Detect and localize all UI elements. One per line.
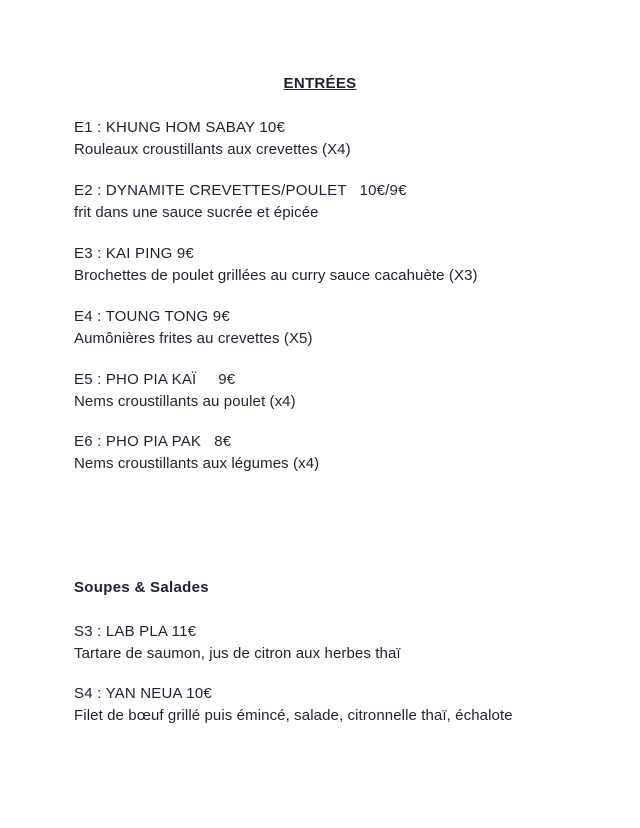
menu-item-s4: [74, 683, 594, 727]
menu-item-e5: [74, 369, 594, 413]
item-name: S3 : LAB PLA 11€: [74, 623, 197, 640]
item-name: E2 : DYNAMITE CREVETTES/POULET 10€/9€: [74, 182, 407, 199]
item-description: Rouleaux croustillants aux crevettes (X4): [74, 141, 351, 158]
menu-item-e2: [74, 180, 594, 224]
menu-item-e6: [74, 431, 594, 475]
item-name: E4 : TOUNG TONG 9€: [74, 308, 230, 325]
item-name: S4 : YAN NEUA 10€: [74, 685, 212, 702]
item-description: Aumônières frites au crevettes (X5): [74, 330, 313, 347]
item-name: E5 : PHO PIA KAÏ 9€: [74, 371, 236, 388]
menu-item-e4: [74, 306, 594, 350]
item-description: Nems croustillants au poulet (x4): [74, 393, 296, 410]
item-name: E6 : PHO PIA PAK 8€: [74, 433, 232, 450]
section-title-soupes: Soupes & Salades: [74, 579, 209, 596]
menu-item-s3: [74, 621, 594, 665]
item-description: Brochettes de poulet grillées au curry sauce cacahuète (X3): [74, 267, 478, 284]
item-description: frit dans une sauce sucrée et épicée: [74, 204, 319, 221]
item-description: Nems croustillants aux légumes (x4): [74, 455, 320, 472]
item-name: E1 : KHUNG HOM SABAY 10€: [74, 119, 285, 136]
item-name: E3 : KAI PING 9€: [74, 245, 194, 262]
menu-item-e1: [74, 117, 594, 161]
page-title: ENTRÉES: [283, 75, 357, 92]
item-description: Tartare de saumon, jus de citron aux herbes thaï: [74, 645, 401, 662]
item-description: Filet de bœuf grillé puis émincé, salade, citronnelle thaï, échalote: [74, 707, 513, 724]
menu-item-e3: [74, 243, 594, 287]
